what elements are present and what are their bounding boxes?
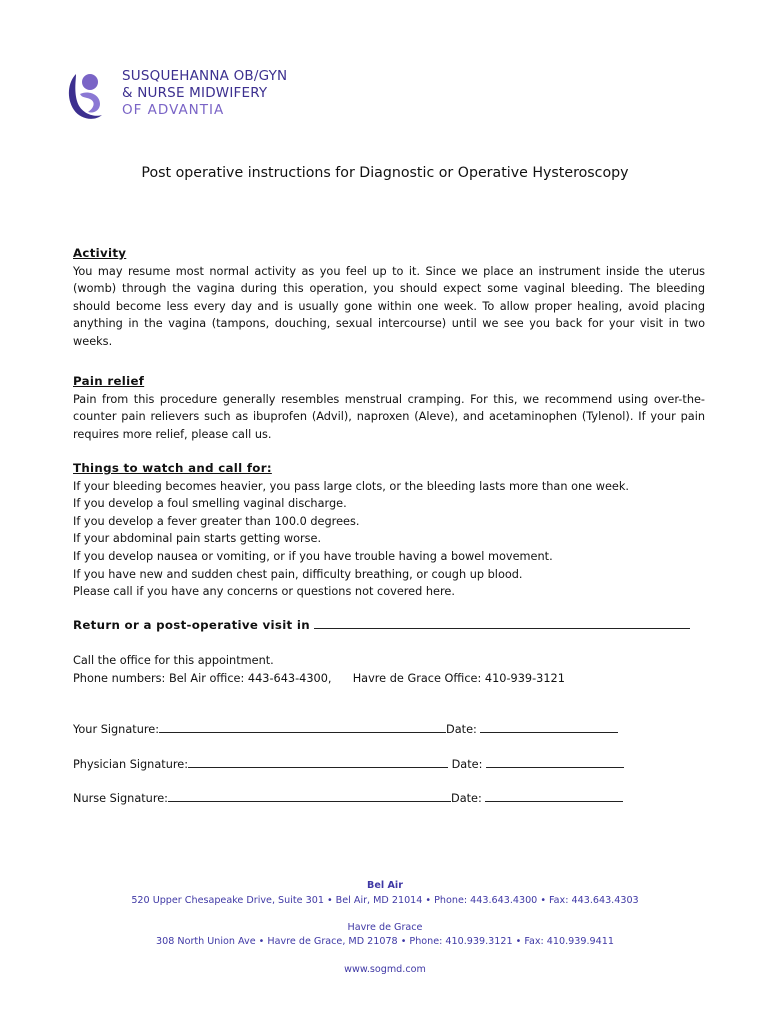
watch-section: [73, 460, 705, 601]
watch-item: Please call if you have any concerns or questions not covered here.: [73, 585, 455, 599]
date-label: Date:: [446, 723, 477, 736]
phone-belair: Phone numbers: Bel Air office: 443-643-4300,: [73, 671, 332, 685]
return-visit: [73, 618, 690, 632]
logo-line-1: SUSQUEHANNA OB/GYN: [122, 68, 288, 84]
logo-line-3: OF ADVANTIA: [122, 102, 225, 118]
phone-havre: Havre de Grace Office: 410-939-3121: [352, 671, 565, 685]
activity-heading: Activity: [73, 246, 127, 260]
date-label: Date:: [451, 792, 482, 805]
footer-havre-address: 308 North Union Ave • Havre de Grace, MD 21078 • Phone: 410.939.3121 • Fax: 410.939.9411: [156, 936, 614, 947]
your-date-blank[interactable]: [480, 731, 618, 733]
nurse-signature-label: Nurse Signature:: [73, 792, 168, 805]
logo-line-2: & NURSE MIDWIFERY: [122, 85, 268, 101]
activity-section: [73, 245, 705, 351]
watch-item: If you develop nausea or vomiting, or if you have trouble having a bowel movement.: [73, 549, 553, 563]
nurse-date-blank[interactable]: [485, 800, 623, 802]
watch-item: If your abdominal pain starts getting worse.: [73, 532, 322, 546]
watch-item: If your bleeding becomes heavier, you pass large clots, or the bleeding lasts more than one week.: [73, 479, 629, 493]
return-visit-blank[interactable]: [314, 627, 690, 629]
activity-body: You may resume most normal activity as you feel up to it. Since we place an instrument inside the uterus (womb) through the vagina during this operation, you should expect some vaginal bleeding. The bleeding should become less every day and is usually gone within one week. To allow proper healing, avoid placing anything in the vagina (tampons, douching, sexual intercourse) until we see you back for your visit in two weeks.: [73, 264, 705, 348]
logo: [66, 68, 306, 128]
nurse-signature-row: [73, 792, 623, 805]
watch-heading: Things to watch and call for:: [73, 461, 272, 475]
pain-section: [73, 373, 705, 443]
nurse-signature-blank[interactable]: [168, 800, 451, 802]
physician-date-blank[interactable]: [486, 766, 624, 768]
pain-body: Pain from this procedure generally resembles menstrual cramping. For this, we recommend using over-the-counter pain relievers such as ibuprofen (Advil), naproxen (Aleve), and acetaminophen (Tylenol). If your pain requires more relief, please call us.: [73, 392, 705, 441]
physician-signature-blank[interactable]: [188, 766, 448, 768]
physician-signature-label: Physician Signature:: [73, 758, 189, 771]
page-title: Post operative instructions for Diagnostic or Operative Hysteroscopy: [141, 165, 629, 181]
your-signature-blank[interactable]: [159, 731, 446, 733]
call-office-line: Call the office for this appointment.: [73, 654, 274, 667]
footer-belair-address: 520 Upper Chesapeake Drive, Suite 301 • Bel Air, MD 21014 • Phone: 443.643.4300 • Fax: 443.643.4303: [131, 895, 639, 906]
logo-mark-icon: [66, 68, 110, 124]
watch-item: If you develop a fever greater than 100.0 degrees.: [73, 514, 360, 528]
date-label: Date:: [451, 758, 483, 771]
pain-heading: Pain relief: [73, 374, 145, 388]
return-visit-label: Return or a post-operative visit in: [73, 618, 310, 632]
watch-item: If you have new and sudden chest pain, difficulty breathing, or cough up blood.: [73, 567, 523, 581]
footer-website[interactable]: www.sogmd.com: [344, 964, 426, 975]
call-office: [73, 652, 565, 687]
your-signature-row: [73, 723, 618, 736]
physician-signature-row: [73, 758, 624, 771]
watch-item: If you develop a foul smelling vaginal discharge.: [73, 497, 347, 511]
footer-belair-title: Bel Air: [367, 880, 403, 891]
your-signature-label: Your Signature:: [73, 723, 160, 736]
footer-havre-title: Havre de Grace: [347, 922, 423, 933]
